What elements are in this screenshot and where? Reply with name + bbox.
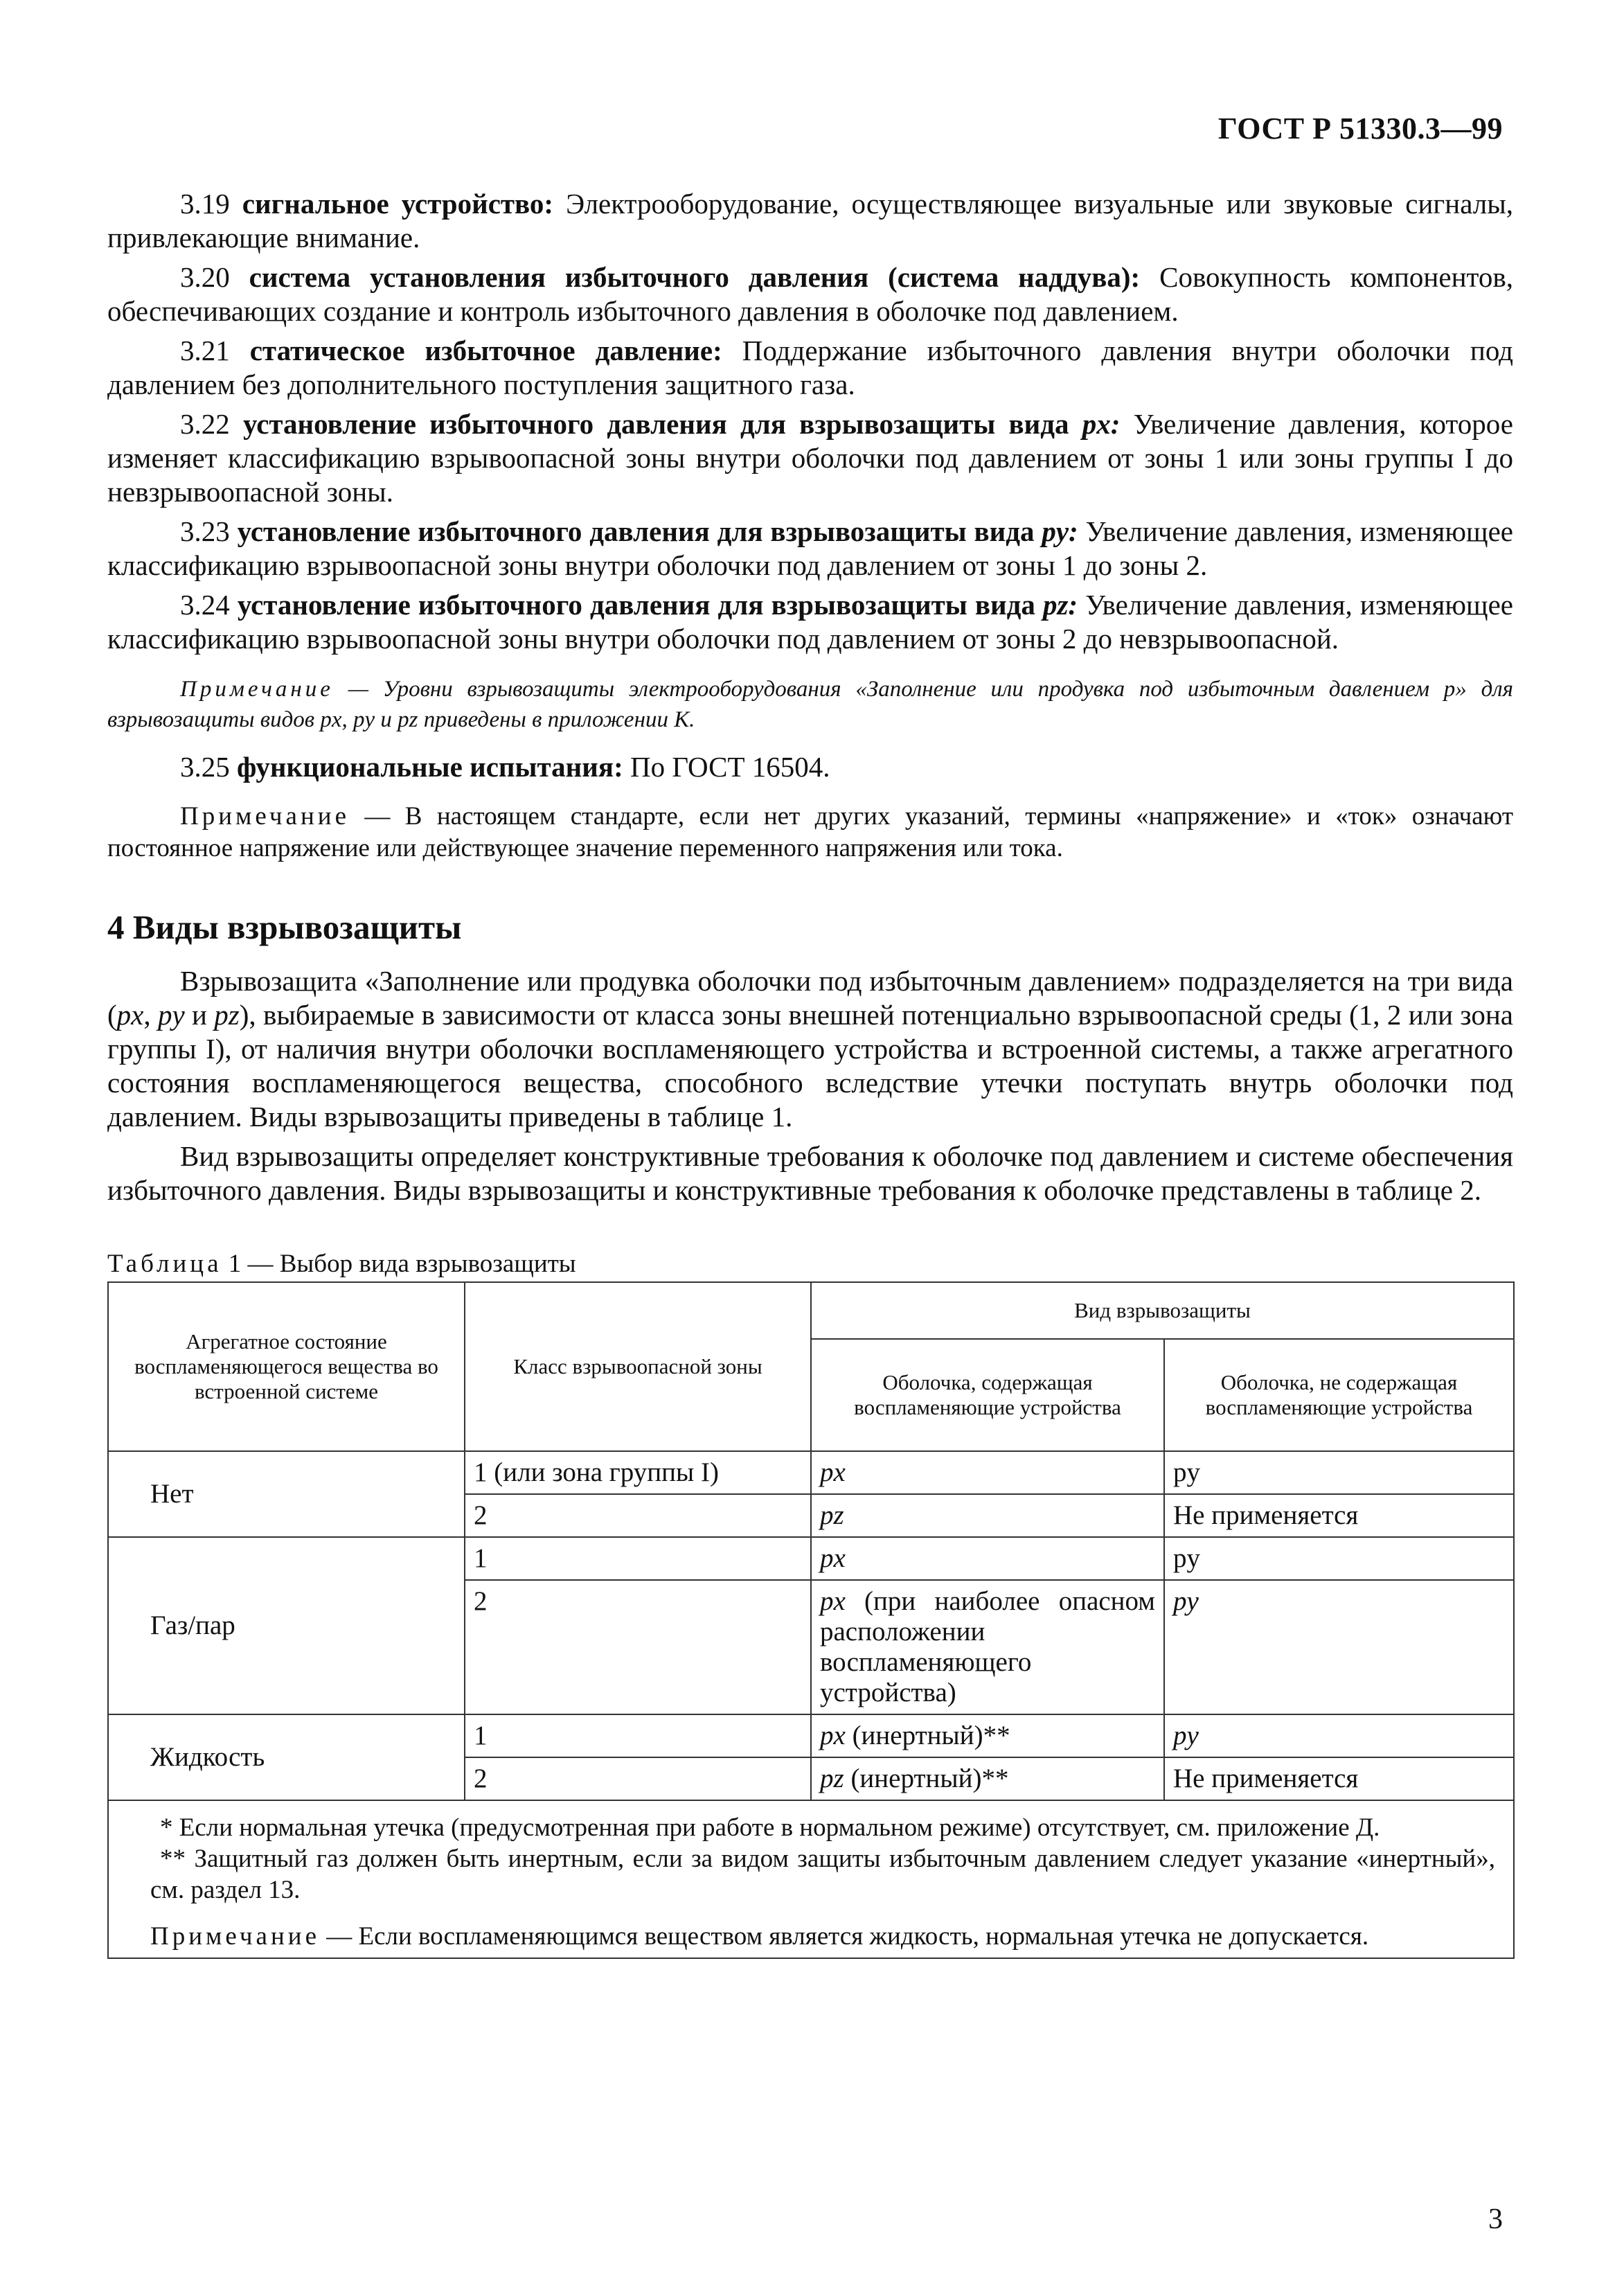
header-zone: Класс взрывоопасной зоны <box>465 1282 811 1451</box>
term: функциональные испытания: <box>237 751 623 783</box>
state-cell: Жидкость <box>108 1714 465 1800</box>
note-text: — Уровни взрывозащиты электрооборудования «Заполнение или продувка под избыточным давлением р» для взрывозащиты видов px, py и pz приведены в приложении К. <box>107 677 1513 732</box>
with-cell <box>811 1757 1164 1800</box>
footnote-1: * Если нормальная утечка (предусмотренная при работе в нормальном режиме) отсутствует, см. приложение Д. <box>160 1813 1380 1842</box>
definition-text: Увеличение давления, которое изменяет классификацию взрывоопасной зоны внутри оболочки под давлением от зоны 1 или зоны группы I до невзрывоопасной зоны. <box>107 408 1513 508</box>
table-row <box>108 1451 1514 1494</box>
definition-3-22 <box>107 407 1513 509</box>
note-text: — В настоящем стандарте, если нет других указаний, термины «напряжение» и «ток» означают постоянное напряжение или действующее значение переменного напряжения или тока. <box>107 802 1513 862</box>
table-caption-label: Таблица <box>107 1250 222 1278</box>
page-number: 3 <box>1488 2203 1503 2235</box>
table-footnotes-row <box>108 1800 1514 1958</box>
with-cell <box>811 1714 1164 1757</box>
clause-number: 3.21 <box>180 335 230 366</box>
definition-3-25 <box>107 750 1513 784</box>
zone-cell: 2 <box>465 1580 811 1714</box>
table-caption <box>107 1249 1513 1279</box>
text-run: и <box>184 999 215 1031</box>
term: установление избыточного давления для взрывозащиты вида <box>237 589 1043 621</box>
zone-cell: 2 <box>465 1757 811 1800</box>
table-note <box>150 1921 1495 1952</box>
with-cell: px <box>811 1451 1164 1494</box>
clause-number: 3.20 <box>180 261 230 293</box>
section-paragraph-1 <box>107 964 1513 1134</box>
clause-number: 3.22 <box>180 408 230 440</box>
text-run: px <box>820 1721 846 1750</box>
text-run: ), выбираемые в зависимости от класса зоны внешней потенциально взрывоопасной среды (1, 2 или зона группы I), от наличия внутри оболочки воспламеняющего устройства и встроенной системы, а также агрегатного состояния воспламеняющегося вещества, способного вследствие утечки поступать внутрь оболочки под давлением. Виды взрывозащиты приведены в таблице 1. <box>107 999 1513 1133</box>
state-cell: Нет <box>108 1451 465 1537</box>
note-label: Примечание <box>150 1922 320 1951</box>
table-row <box>108 1714 1514 1757</box>
text-run: (инертный)** <box>844 1764 1009 1793</box>
table-header-row <box>108 1282 1514 1339</box>
with-cell: px <box>811 1537 1164 1580</box>
text-run: px <box>820 1586 846 1616</box>
header-without-ignition: Оболочка, не содержащая воспламеняющие устройства <box>1164 1339 1514 1451</box>
definition-text: Увеличение давления, изменяющее классификацию взрывоопасной зоны внутри оболочки под давлением от зоны 1 до зоны 2. <box>107 515 1513 581</box>
without-cell: py <box>1164 1714 1514 1757</box>
term-italic: pz: <box>1042 589 1078 621</box>
with-cell <box>811 1580 1164 1714</box>
text-run: (инертный)** <box>845 1721 1010 1750</box>
without-cell: Не применяется <box>1164 1494 1514 1537</box>
state-cell: Газ/пар <box>108 1537 465 1714</box>
definition-3-24 <box>107 588 1513 656</box>
header-state: Агрегатное состояние воспламеняющегося вещества во встроенной системе <box>108 1282 465 1451</box>
table-row <box>108 1537 1514 1580</box>
section-paragraph-2: Вид взрывозащиты определяет конструктивные требования к оболочке под давлением и системе обеспечения избыточного давления. Виды взрывозащиты и конструктивные требования к оболочке представлены в таблице 2. <box>107 1140 1513 1206</box>
note-levels <box>107 674 1513 735</box>
with-cell: pz <box>811 1494 1164 1537</box>
definition-3-20 <box>107 260 1513 328</box>
explosion-protection-table <box>107 1281 1515 1959</box>
without-cell: py <box>1164 1451 1514 1494</box>
zone-cell: 2 <box>465 1494 811 1537</box>
text-run: Взрывозащита «Заполнение или продувка оболочки под избыточным давлением» подразделяется на три вида ( <box>107 965 1513 1031</box>
section-heading: 4 Виды взрывозащиты <box>107 908 462 946</box>
table-footnotes <box>108 1800 1514 1958</box>
term: установление избыточного давления для взрывозащиты вида <box>237 515 1042 547</box>
header-with-ignition: Оболочка, содержащая воспламеняющие устройства <box>811 1339 1164 1451</box>
term-italic: px: <box>1082 408 1121 440</box>
term: установление избыточного давления для взрывозащиты вида <box>242 408 1082 440</box>
definition-text: Электрооборудование, осуществляющее визуальные или звуковые сигналы, привлекающие внимание. <box>107 188 1514 254</box>
definition-text: Совокупность компонентов, обеспечивающих создание и контроль избыточного давления в оболочке под давлением. <box>107 261 1513 327</box>
definition-text: Увеличение давления, изменяющее классификацию взрывоопасной зоны внутри оболочки под давлением от зоны 2 до невзрывоопасной. <box>107 589 1513 655</box>
document-code: ГОСТ Р 51330.3—99 <box>1217 112 1503 145</box>
note-text: — Если воспламеняющимся веществом является жидкость, нормальная утечка не допускается. <box>320 1922 1369 1951</box>
definition-text: Поддержание избыточного давления внутри оболочки под давлением без дополнительного поступления защитного газа. <box>107 335 1513 400</box>
definition-3-21 <box>107 334 1513 402</box>
page-content <box>107 187 1513 1959</box>
text-run: pz <box>820 1764 844 1793</box>
text-run: , <box>143 999 158 1031</box>
clause-number: 3.23 <box>180 515 230 547</box>
text-run: (при наиболее опасном расположении воспламеняющего устройства) <box>820 1586 1155 1707</box>
table-caption-text: 1 — Выбор вида взрывозащиты <box>222 1250 576 1278</box>
clause-number: 3.19 <box>180 188 230 220</box>
definition-3-19 <box>107 187 1513 255</box>
clause-number: 3.25 <box>180 751 230 783</box>
term: сигнальное устройство: <box>242 188 554 220</box>
zone-cell: 1 (или зона группы I) <box>465 1451 811 1494</box>
without-cell: py <box>1164 1537 1514 1580</box>
header-protection-type: Вид взрывозащиты <box>811 1282 1514 1339</box>
clause-number: 3.24 <box>180 589 230 621</box>
footnote-2: ** Защитный газ должен быть инертным, если за видом защиты избыточным давлением следует указание «инертный», см. раздел 13. <box>150 1845 1495 1904</box>
term: статическое избыточное давление: <box>249 335 722 366</box>
term: система установления избыточного давления (система наддува): <box>249 261 1141 293</box>
note-label: Примечание <box>180 677 334 702</box>
without-cell: py <box>1164 1580 1514 1714</box>
note-label: Примечание <box>180 802 350 831</box>
definition-text: По ГОСТ 16504. <box>623 751 830 783</box>
term-italic: py: <box>1042 515 1078 547</box>
note-voltage <box>107 801 1513 864</box>
text-run: py <box>157 999 185 1031</box>
zone-cell: 1 <box>465 1714 811 1757</box>
text-run: px <box>116 999 144 1031</box>
zone-cell: 1 <box>465 1537 811 1580</box>
text-run: pz <box>214 999 240 1031</box>
definition-3-23 <box>107 515 1513 583</box>
without-cell: Не применяется <box>1164 1757 1514 1800</box>
